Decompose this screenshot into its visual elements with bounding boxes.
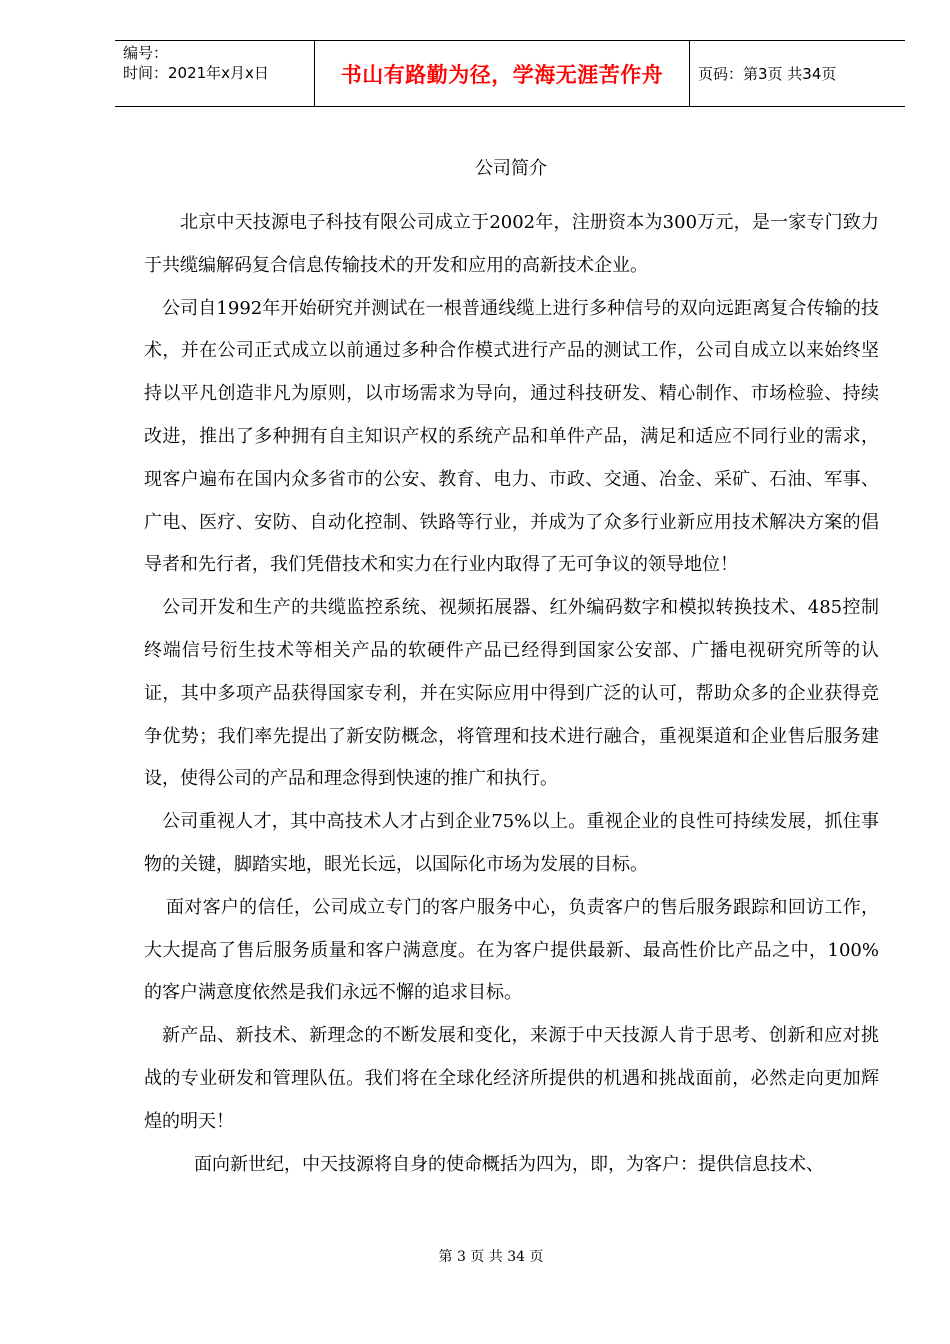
paragraph-6: 新产品、新技术、新理念的不断发展和变化，来源于中天技源人肯于思考、创新和应对挑战的专业研发和管理队伍。我们将在全球化经济所提供的机遇和挑战面前，必然走向更加辉煌的明天！	[144, 1025, 879, 1132]
page-header	[115, 40, 905, 107]
paragraph-7: 面向新世纪，中天技源将自身的使命概括为四为，即，为客户：提供信息技术、	[194, 1153, 824, 1175]
number-label: 编号：	[123, 44, 169, 62]
header-motto: 书山有路勤为径，学海无涯苦作舟	[315, 41, 690, 106]
document-body	[144, 202, 879, 1186]
paragraph-4: 公司重视人才，其中高技术人才占到企业75%以上。重视企业的良性可持续发展，抓住事物的关键，脚踏实地，眼光长远，以国际化市场为发展的目标。	[144, 811, 879, 875]
paragraph-2: 公司自1992年开始研究并测试在一根普通线缆上进行多种信号的双向远距离复合传输的技术，并在公司正式成立以前通过多种合作模式进行产品的测试工作，公司自成立以来始终坚持以平凡创造非凡为原则，以市场需求为导向，通过科技研发、精心制作、市场检验、持续改进，推出了多种拥有自主知识产权的系统产品和单件产品，满足和适应不同行业的需求，现客户遍布在国内众多省市的公安、教育、电力、市政、交通、冶金、采矿、石油、军事、广电、医疗、安防、自动化控制、铁路等行业，并成为了众多行业新应用技术解决方案的倡导者和先行者，我们凭借技术和实力在行业内取得了无可争议的领导地位！	[144, 297, 879, 576]
paragraph-3: 公司开发和生产的共缆监控系统、视频拓展器、红外编码数字和模拟转换技术、485控制终端信号衍生技术等相关产品的软硬件产品已经得到国家公安部、广播电视研究所等的认证，其中多项产品获得国家专利，并在实际应用中得到广泛的认可，帮助众多的企业获得竞争优势；我们率先提出了新安防概念，将管理和技术进行融合，重视渠道和企业售后服务建设，使得公司的产品和理念得到快速的推广和执行。	[144, 597, 879, 790]
paragraph-5: 面对客户的信任，公司成立专门的客户服务中心，负责客户的售后服务跟踪和回访工作，大大提高了售后服务质量和客户满意度。在为客户提供最新、最高性价比产品之中，100%的客户满意度依然是我们永远不懈的追求目标。	[144, 896, 879, 1004]
paragraph-1: 北京中天技源电子科技有限公司成立于2002年，注册资本为300万元，是一家专门致力于共缆编解码复合信息传输技术的开发和应用的高新技术企业。	[144, 212, 879, 276]
document-title: 公司简介	[475, 158, 547, 179]
header-meta	[115, 41, 315, 106]
time-label: 时间：2021年x月x日	[123, 64, 269, 82]
page-footer: 第 3 页 共 34 页	[438, 1249, 544, 1265]
header-page-label: 页码：第3页 共34页	[698, 65, 837, 83]
